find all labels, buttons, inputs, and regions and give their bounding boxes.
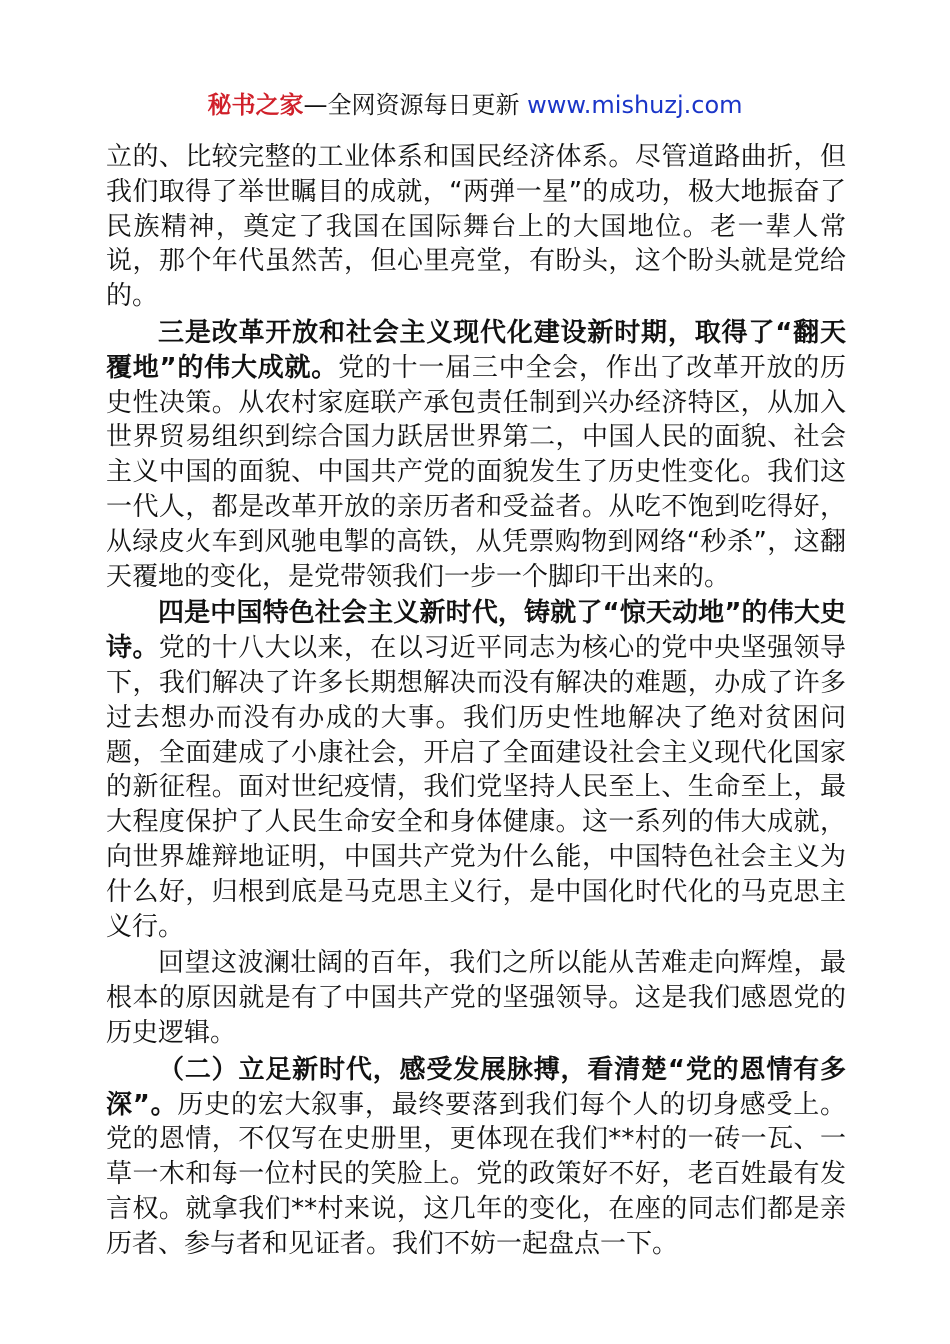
site-brand: 秘书之家 (207, 91, 304, 119)
paragraph-5 (106, 1053, 846, 1262)
paragraph-2 (106, 316, 846, 594)
paragraph-text: 党的十八大以来，在以习近平同志为核心的党中央坚强领导下，我们解决了许多长期想解决而没有解决的难题，办成了许多过去想办而没有办成的大事。我们历史性地解决了绝对贫困问题，全面建成了小康社会，开启了全面建设社会主义现代化国家的新征程。面对世纪疫情，我们党坚持人民至上、生命至上，最大程度保护了人民生命安全和身体健康。这一系列的伟大成就，向世界雄辩地证明，中国共产党为什么能，中国特色社会主义为什么好，归根到底是马克思主义行，是中国化时代化的马克思主义行。 (106, 633, 846, 942)
paragraph-3 (106, 596, 846, 944)
paragraph-text: 回望这波澜壮阔的百年，我们之所以能从苦难走向辉煌，最根本的原因就是有了中国共产党的坚强领导。这是我们感恩党的历史逻辑。 (106, 948, 846, 1048)
paragraph-1 (106, 140, 846, 314)
paragraph-text: 立的、比较完整的工业体系和国民经济体系。尽管道路曲折，但我们取得了举世瞩目的成就，“两弹一星”的成功，极大地振奋了民族精神，奠定了我国在国际舞台上的大国地位。老一辈人常说，那个年代虽然苦，但心里亮堂，有盼头，这个盼头就是党给的。 (106, 142, 846, 312)
paragraph-4 (106, 946, 846, 1050)
site-url-link[interactable]: www.mishuzj.com (527, 91, 743, 119)
paragraph-text: 党的十一届三中全会，作出了改革开放的历史性决策。从农村家庭联产承包责任制到兴办经济特区，从加入世界贸易组织到综合国力跃居世界第二，中国人民的面貌、社会主义中国的面貌、中国共产党的面貌发生了历史性变化。我们这一代人，都是改革开放的亲历者和受益者。从吃不饱到吃得好，从绿皮火车到风驰电掣的高铁，从凭票购物到网络“秒杀”，这翻天覆地的变化，是党带领我们一步一个脚印干出来的。 (106, 352, 846, 592)
site-header (0, 88, 950, 122)
paragraph-text: 历史的宏大叙事，最终要落到我们每个人的切身感受上。党的恩情，不仅写在史册里，更体现在我们**村的一砖一瓦、一草一木和每一位村民的笑脸上。党的政策好不好，老百姓最有发言权。就拿我们**村来说，这几年的变化，在座的同志们都是亲历者、参与者和见证者。我们不妨一起盘点一下。 (106, 1089, 846, 1259)
paragraph-heading: （二）立足新时代，感受发展脉搏，看清楚“党的恩情有多深”。 (106, 1054, 846, 1120)
paragraph-heading: 三是改革开放和社会主义现代化建设新时期，取得了“翻天覆地”的伟大成就。 (106, 317, 846, 383)
document-body (106, 140, 846, 1262)
paragraph-heading: 四是中国特色社会主义新时代，铸就了“惊天动地”的伟大史诗。 (106, 598, 846, 664)
site-slogan: —全网资源每日更新 (303, 91, 528, 119)
